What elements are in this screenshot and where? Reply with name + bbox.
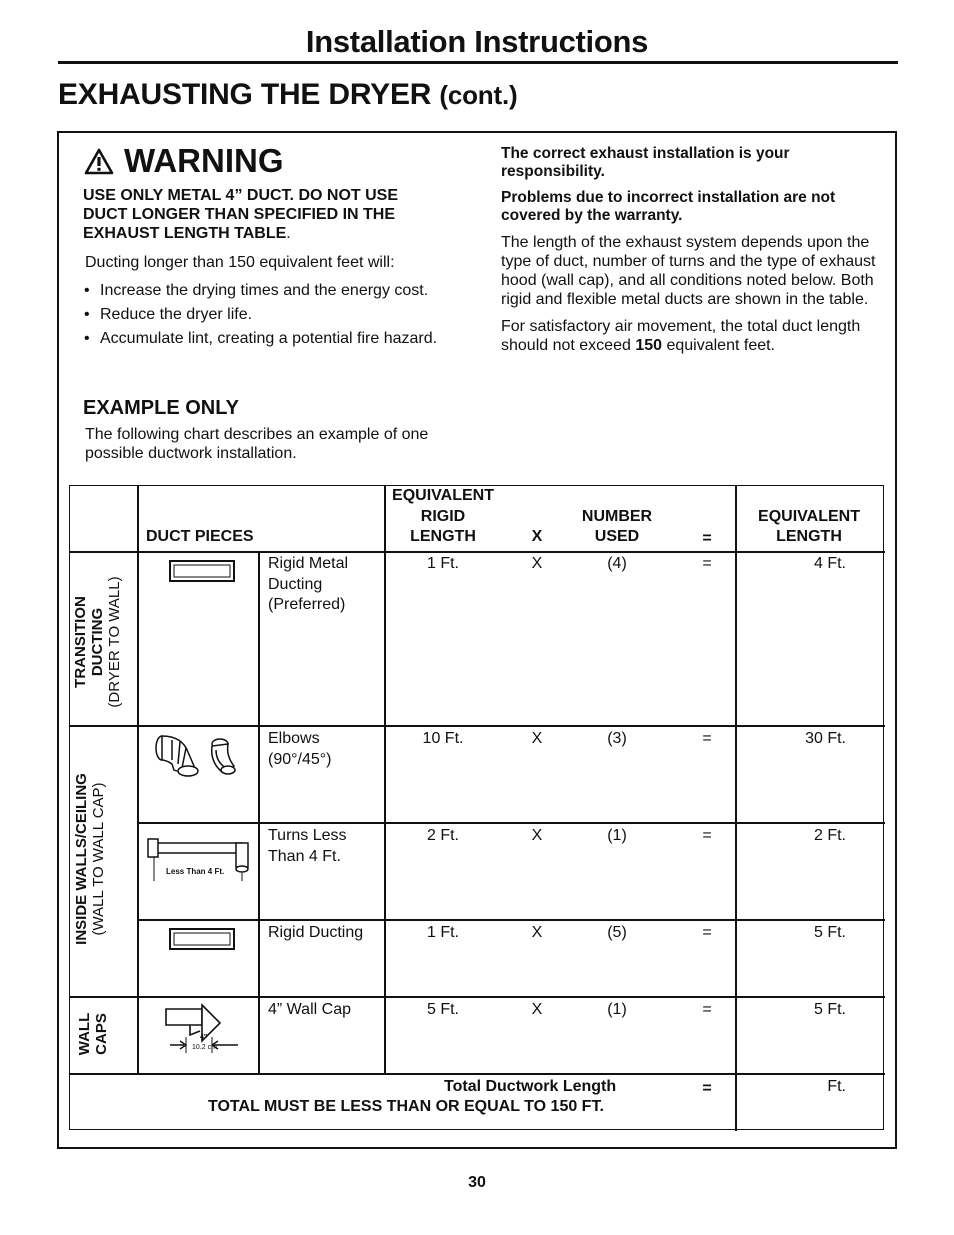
row-equals: = (702, 730, 712, 747)
header-equals: = (702, 530, 712, 547)
row-rigid-length: 2 Ft. (426, 827, 459, 844)
warning-heading (84, 142, 284, 180)
row-equivalent-length: 4 Ft. (813, 555, 846, 572)
group-inside-walls (73, 723, 133, 995)
table-divider (137, 822, 885, 824)
air-movement-text-pre: For satisfactory air movement, the total duct length should not exceed (501, 318, 861, 354)
page-number: 30 (468, 1174, 486, 1191)
header-duct-pieces: DUCT PIECES (146, 528, 254, 545)
row-description: Elbows (90°/45°) (268, 730, 332, 768)
list-item: • Accumulate lint, creating a potential fire hazard. (84, 329, 454, 348)
table-divider (70, 725, 885, 727)
row-rigid-length: 1 Ft. (426, 924, 459, 941)
row-description: 4” Wall Cap (268, 1001, 351, 1018)
header-rule (58, 61, 898, 64)
group-label: WALL (76, 1012, 93, 1056)
row-equivalent-length: 2 Ft. (813, 827, 846, 844)
table-divider (70, 551, 885, 553)
table-divider (70, 996, 885, 998)
group-sublabel: (DRYER TO WALL) (106, 576, 123, 708)
row-number-used: (1) (607, 827, 627, 844)
total-equals: = (702, 1080, 712, 1097)
wall-cap-size-cm: 10.2 cm (192, 1044, 217, 1051)
list-item: • Increase the drying times and the energy cost. (84, 281, 454, 300)
exhaust-length-paragraph: The length of the exhaust system depends upon the type of duct, number of turns and the type of exhaust hood (wall cap), and all conditions noted below. Both rigid and flexible metal ducts are shown in the table. (501, 234, 876, 308)
section-title-text: EXHAUSTING THE DRYER (58, 78, 432, 111)
row-equals: = (702, 827, 712, 844)
example-title: EXAMPLE ONLY (83, 397, 239, 419)
row-number-used: (5) (607, 924, 627, 941)
group-sublabel: (WALL TO WALL CAP) (90, 782, 107, 936)
max-length-value: 150 (635, 337, 663, 354)
row-rigid-length: 1 Ft. (426, 555, 459, 572)
group-label: CAPS (93, 1013, 110, 1055)
row-multiply: X (531, 1001, 543, 1018)
table-divider (137, 919, 885, 921)
row-description: Rigid Ducting (268, 924, 364, 941)
air-movement-text-post: equivalent feet. (662, 337, 775, 354)
table-divider (258, 551, 260, 1073)
header-eq-rigid-1: EQUIVALENT (392, 487, 494, 504)
total-note: TOTAL MUST BE LESS THAN OR EQUAL TO 150 FT. (208, 1098, 604, 1115)
table-divider (735, 486, 737, 1131)
header-multiply: X (531, 528, 543, 545)
warning-triangle-icon (84, 148, 114, 175)
row-equivalent-length: 5 Ft. (813, 924, 846, 941)
header-eq-rigid-2: RIGID (420, 508, 466, 525)
row-number-used: (4) (607, 555, 627, 572)
row-equivalent-length: 5 Ft. (813, 1001, 846, 1018)
responsibility-note: The correct exhaust installation is your responsibility. (501, 145, 790, 180)
table-divider (137, 486, 139, 1073)
row-rigid-length: 10 Ft. (422, 730, 464, 747)
warranty-note: Problems due to incorrect installation are not covered by the warranty. (501, 189, 836, 224)
group-label: INSIDE WALLS/CEILING (73, 773, 90, 945)
warning-caps-body: USE ONLY METAL 4” DUCT. DO NOT USE DUCT LONGER THAN SPECIFIED IN THE EXHAUST LENGTH TABLE (83, 187, 399, 242)
row-multiply: X (531, 924, 543, 941)
wall-cap-size-inch: 4" (200, 1034, 208, 1041)
warning-caps-text (83, 186, 443, 243)
responsibility-column (501, 145, 886, 363)
row-equals: = (702, 1001, 712, 1018)
warning-heading-text: WARNING (124, 142, 284, 179)
row-number-used: (1) (607, 1001, 627, 1018)
warning-bullets (84, 281, 454, 353)
row-description: Rigid Metal Ducting (Preferred) (268, 555, 349, 613)
rigid-duct-icon (168, 558, 238, 586)
elbow-duct-icon (152, 734, 242, 778)
row-equals: = (702, 555, 712, 572)
row-equivalent-length: 30 Ft. (805, 730, 846, 747)
group-label: DUCTING (89, 607, 106, 677)
list-item: • Reduce the dryer life. (84, 305, 454, 324)
section-title (58, 78, 517, 112)
total-value: Ft. (827, 1078, 846, 1095)
header-eq-length-2: LENGTH (776, 528, 842, 545)
row-multiply: X (531, 730, 543, 747)
page-header-title: Installation Instructions (305, 24, 649, 59)
header-eq-length-1: EQUIVALENT (758, 508, 860, 525)
header-number-1: NUMBER (581, 508, 653, 525)
warning-caps-end: . (286, 225, 291, 242)
air-movement-paragraph (501, 317, 886, 355)
ductwork-table (69, 485, 884, 1130)
group-transition-ducting (72, 555, 134, 729)
row-rigid-length: 5 Ft. (426, 1001, 459, 1018)
rigid-duct-icon (168, 926, 238, 954)
example-description: The following chart describes an example of one possible ductwork installation. (85, 426, 429, 462)
group-label: TRANSITION (72, 596, 89, 688)
section-title-suffix: (cont.) (439, 80, 518, 110)
warning-intro: Ducting longer than 150 equivalent feet will: (85, 254, 395, 271)
row-equals: = (702, 924, 712, 941)
row-description: Turns Less Than 4 Ft. (268, 827, 347, 865)
header-eq-rigid-3: LENGTH (410, 528, 476, 545)
row-multiply: X (531, 827, 543, 844)
table-divider (70, 1073, 885, 1075)
total-label: Total Ductwork Length (444, 1078, 617, 1095)
header-number-2: USED (594, 528, 640, 545)
row-number-used: (3) (607, 730, 627, 747)
turn-length-label: Less Than 4 Ft. (166, 867, 225, 876)
group-wall-caps (76, 996, 132, 1072)
row-multiply: X (531, 555, 543, 572)
